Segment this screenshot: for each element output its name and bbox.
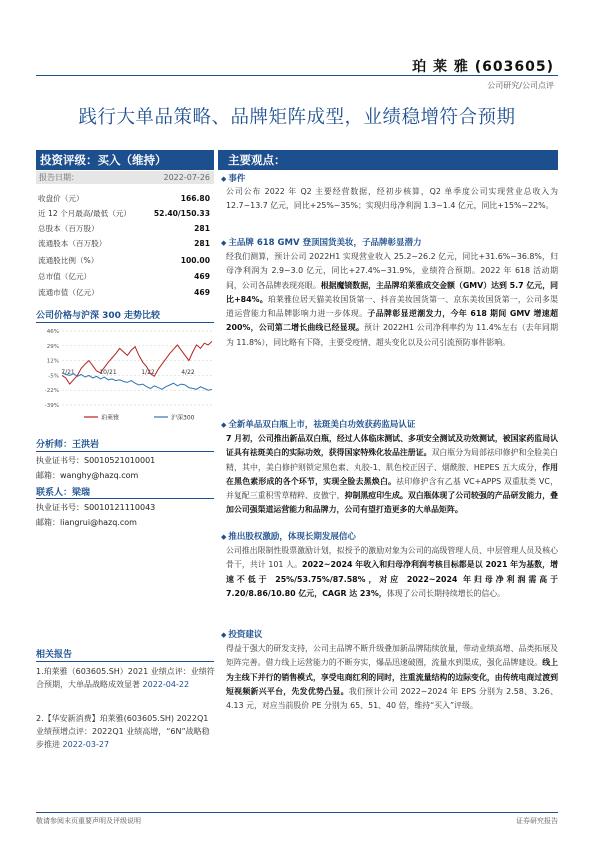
para-text: 体现了公司长期持续增长的信心。 — [386, 588, 506, 598]
report-type: 公司研究/公司点评 — [487, 81, 554, 90]
analyst-email: 邮箱：wanghy@hazq.com — [36, 471, 139, 480]
para-text: 祛印修护含有乙基 VC+APPS 双重肽类 VC，并复配三重积雪草精粹、皮傲宁， — [226, 476, 558, 501]
triangle-bullet-icon: ◆ — [221, 421, 227, 429]
related-reports-rule — [36, 661, 214, 662]
section-heading-incentive — [221, 530, 356, 542]
x-tick-label: 10/21 — [99, 369, 117, 377]
related-report-date: 2022-04-22 — [142, 680, 190, 689]
stat-label: 总股本（百万股） — [38, 224, 99, 233]
stat-value: 281 — [194, 224, 210, 233]
date-value: 2022-07-26 — [163, 173, 210, 182]
contact-rule — [36, 498, 214, 499]
y-tick-label: 46% — [46, 329, 59, 335]
para-bold: 2022~2024 年收入和归母净利润考核目标都是以 2021 年为基数，增速不低于 25%/53.75%/87.58%，对应 2022~2024 年归母净利润需高于 7.20/8.86/10.80 亿元，CAGR 达 23%， — [226, 560, 558, 598]
contact-license: 执业证书号：S0010121110043 — [36, 503, 156, 512]
stat-value: 166.80 — [180, 194, 210, 203]
para-text: 我们预计公司 2022~2024 年 EPS 分别为 2.58、3.26、4.13 元，对应当前股价 PE 分别为 65、51、40 倍，维持“买入”评级。 — [226, 686, 558, 711]
stat-value: 52.40/150.33 — [153, 209, 210, 218]
event-paragraph: 公司公布 2022 年 Q2 主要经营数据，经初步核算，Q2 单季度公司实现营业总收入为 12.7~13.7 亿元，同比+25%~35%；实现归母净利润 1.3~1.4 亿元，同比+15%~22%。 — [226, 187, 558, 211]
date-label: 报告日期： — [39, 173, 79, 182]
stat-value: 281 — [194, 239, 210, 248]
stat-row — [36, 237, 214, 251]
stat-row — [36, 192, 214, 206]
para-bold: 根据魔镜数据，主品牌珀莱雅成交金额（GMV）达到 5.7 亿元，同比+84%。 — [226, 280, 558, 304]
triangle-bullet-icon: ◆ — [221, 533, 227, 541]
report-title: 践行大单品策略、品牌矩阵成型，业绩稳增符合预期 — [78, 107, 516, 128]
chart-title-rule — [36, 322, 214, 323]
section-heading-recommendation — [221, 628, 262, 640]
stat-label: 流通股比例（%） — [38, 256, 99, 265]
stat-label: 总市值（亿元） — [38, 272, 92, 281]
para-bold: 线上为主线下并行的销售模式，享受电商红利的同时，注重流量结构的边际变化，由传统电商过渡到短视频新兴平台，先发优势凸显。 — [226, 658, 558, 696]
footer-rule — [36, 812, 558, 813]
new-product-paragraph — [226, 432, 558, 518]
legend-label: 珀莱雅 — [101, 414, 120, 422]
heading-text: 推出股权激励，体现长期发展信心 — [228, 532, 356, 542]
gmv-paragraph — [226, 250, 558, 350]
price-comparison-chart — [36, 325, 216, 425]
related-report-date: 2022-03-27 — [62, 740, 110, 749]
stat-value: 469 — [194, 288, 210, 297]
triangle-bullet-icon: ◆ — [221, 631, 227, 639]
section-heading-new-product — [221, 418, 415, 430]
stat-label: 收盘价（元） — [38, 194, 84, 203]
header-rule — [36, 75, 558, 76]
related-report-item[interactable] — [36, 712, 216, 751]
section-heading-618 — [221, 236, 422, 248]
para-text: 珀莱雅位居天猫美妆国货第一、抖音美妆国货第一、京东美妆国货第一，公司多渠道运营能力和品牌影响力进一步体现。 — [226, 294, 558, 319]
heading-text: 投资建议 — [228, 630, 263, 640]
y-tick-label: 12% — [46, 358, 59, 365]
incentive-paragraph — [226, 544, 558, 601]
stat-row — [36, 286, 214, 300]
footer-label: 证券研究报告 — [516, 817, 558, 825]
related-report-item[interactable] — [36, 665, 216, 691]
para-bold: 子品牌彰显逆潮发力，今年 618 期间 GMV 增速超 200%，公司第二增长曲线已经显现。 — [226, 309, 558, 333]
stat-label: 流通市值（亿元） — [38, 288, 99, 297]
para-text: 公司推出限制性股票激励计划，拟授予的激励对象为公司的高级管理人员、中层管理人员及核心骨干，共计 101 人。 — [226, 546, 558, 570]
contact-name: 联系人：梁瑞 — [36, 488, 91, 498]
y-tick-label: -5% — [48, 373, 59, 380]
y-tick-label: 29% — [46, 343, 59, 350]
section-heading-event — [221, 172, 245, 184]
stat-value: 469 — [194, 272, 210, 281]
para-text: 预计 2022H1 公司净利率约为 11.4%左右（去年同期为 11.8%），同比略有下降，主要受疫情、超头变化以及公司引流预防事件影响。 — [226, 323, 558, 347]
analyst-rule — [36, 451, 214, 452]
report-date-row — [36, 171, 214, 184]
x-tick-label: 4/22 — [181, 369, 195, 377]
x-tick-label: 7/21 — [61, 369, 75, 377]
para-text: 经我们测算，预计公司 2022H1 实现营业收入 25.2~26.2 亿元，同比+31.6%~36.8%，归母净利润为 2.9~3.0 亿元，同比+27.4%~31.9%，业绩符合预期。2022 年 618 活动期间，公司各品牌表现亮眼。 — [226, 252, 558, 290]
stat-row — [36, 254, 214, 268]
heading-text: 事件 — [228, 174, 246, 184]
chart-title: 公司价格与沪深 300 走势比较 — [36, 311, 161, 321]
heading-text: 全新单品双白瓶上市，祛斑美白功效获药监局认证 — [228, 420, 416, 430]
footer-disclaimer: 敬请参阅末页重要声明及评级说明 — [36, 817, 141, 825]
y-tick-label: -22% — [44, 388, 59, 395]
triangle-bullet-icon: ◆ — [221, 239, 227, 247]
para-bold: 7 月初，公司推出新品双白瓶，经过人体临床测试、多项安全测试及功效测试，被国家药监局认证具有祛斑美白的实际功效，获得国家特殊化妆品注册证。 — [226, 434, 558, 458]
stat-row — [36, 207, 214, 221]
main-points-banner: 主要观点： — [218, 150, 558, 170]
stat-value: 100.00 — [180, 256, 210, 265]
rating-banner: 投资评级：买入（维持） — [36, 150, 214, 170]
stat-label: 近 12 个月最高/最低（元） — [38, 209, 131, 218]
company-ticker: 珀 莱 雅 (603605) — [412, 59, 554, 75]
y-tick-label: -39% — [44, 403, 59, 409]
legend-label: 沪深300 — [171, 414, 195, 422]
stat-row — [36, 270, 214, 284]
para-text: 得益于强大的研发支持，公司主品牌不断升级叠加新品牌陆续放量，带动业绩高增、品类拓展及矩阵完善。借力线上运营能力的不断夯实，爆品迅速破圈，流量水到渠成，强化品牌建设。 — [226, 644, 558, 668]
para-bold: 作用在黑色素形成的各个环节，实现全脸去黑焕白。 — [226, 462, 558, 486]
triangle-bullet-icon: ◆ — [221, 175, 227, 183]
analyst-name: 分析师：王洪岩 — [36, 440, 100, 450]
para-text: 双白瓶分为局部祛印修护和全脸美白精，其中，美白修护则锁定黑色素、丸胶-1、肌色校正因子、烟酰胺、HEPES 五大成分， — [226, 448, 558, 472]
related-report-text: 2.【华安新消费】珀莱雅(603605.SH) 2022Q1 业绩预增点评：2022Q1 业绩高增，“6N”战略稳步推进 — [36, 714, 210, 749]
related-report-text: 1.珀莱雅（603605.SH）2021 业绩点评：业绩符合预期，大单品战略成效显著 — [36, 667, 215, 689]
x-tick-label: 1/22 — [141, 369, 155, 377]
heading-text: 主品牌 618 GMV 登顶国货美妆，子品牌彰显潜力 — [228, 238, 422, 248]
related-reports-title: 相关报告 — [36, 650, 73, 660]
recommendation-paragraph — [226, 642, 558, 713]
para-bold: 抑制黑痘印生成。双白瓶体现了公司较强的产品研发能力，叠加公司强渠道运营能力和品牌力，公司有望打造更多的大单品矩阵。 — [226, 491, 558, 515]
contact-email: 邮箱：liangrui@hazq.com — [36, 518, 137, 527]
series-line — [62, 341, 212, 384]
stat-row — [36, 222, 214, 236]
analyst-license: 执业证书号：S0010521010001 — [36, 456, 156, 465]
stat-label: 流通股本（百万股） — [38, 239, 107, 248]
